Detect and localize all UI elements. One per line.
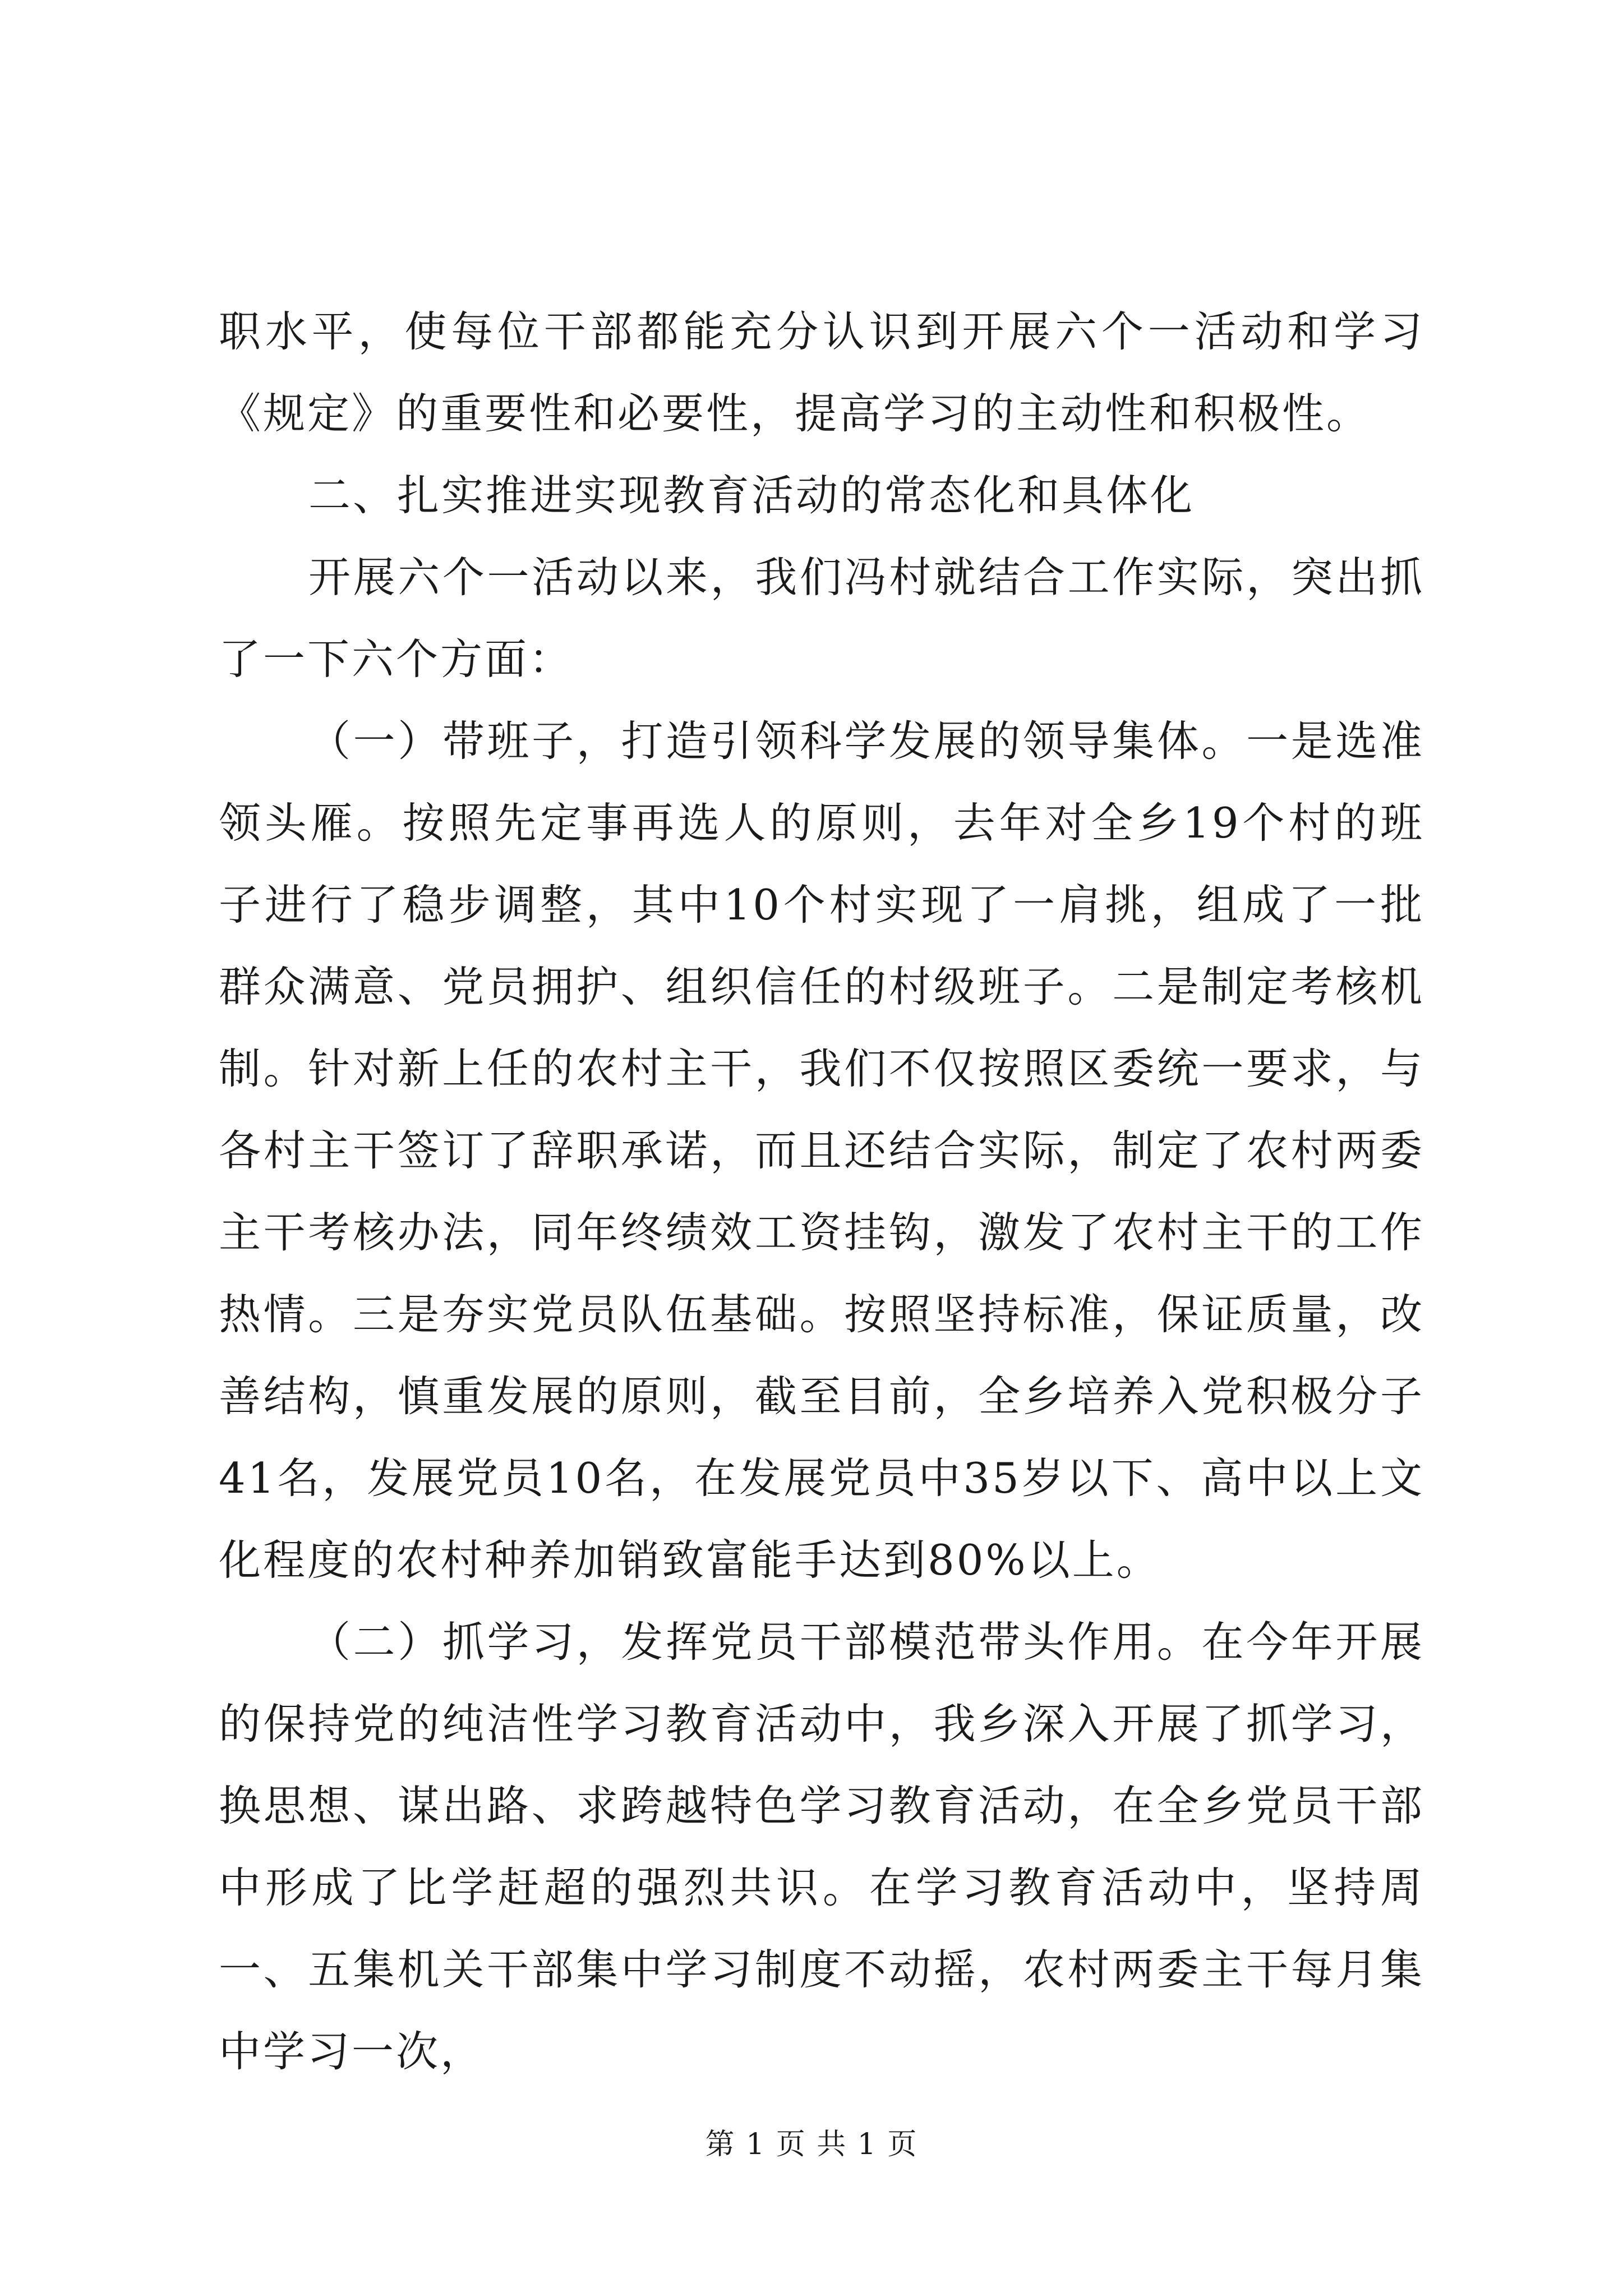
paragraph-4: （一）带班子，打造引领科学发展的领导集体。一是选准领头雁。按照先定事再选人的原则，去年对全乡19个村的班子进行了稳步调整，其中10个村实现了一肩挑，组成了一批群众满意、党员拥护、组织信任的村级班子。二是制定考核机制。针对新上任的农村主干，我们不仅按照区委统一要求，与各村主干签订了辞职承诺，而且还结合实际，制定了农村两委主干考核办法，同年终绩效工资挂钩，激发了农村主干的工作热情。三是夯实党员队伍基础。按照坚持标准，保证质量，改善结构，慎重发展的原则，截至目前，全乡培养入党积极分子41名，发展党员10名，在发展党员中35岁以下、高中以上文化程度的农村种养加销致富能手达到80%以上。 (219, 716, 1424, 1585)
page-footer: 第 1 页 共 1 页 (705, 2128, 918, 2161)
section-heading-2: 二、扎实推进实现教育活动的常态化和具体化 (308, 471, 1195, 520)
document-body (219, 291, 1424, 2092)
paragraph-3: 开展六个一活动以来，我们冯村就结合工作实际，突出抓了一下六个方面： (219, 553, 1424, 684)
paragraph-5: （二）抓学习，发挥党员干部模范带头作用。在今年开展的保持党的纯洁性学习教育活动中，我乡深入开展了抓学习，换思想、谋出路、求跨越特色学习教育活动，在全乡党员干部中形成了比学赶超的强烈共识。在学习教育活动中，坚持周一、五集机关干部集中学习制度不动摇，农村两委主干每月集中学习一次， (219, 1617, 1424, 2076)
paragraph-1: 职水平，使每位干部都能充分认识到开展六个一活动和学习《规定》的重要性和必要性，提高学习的主动性和积极性。 (219, 307, 1424, 438)
